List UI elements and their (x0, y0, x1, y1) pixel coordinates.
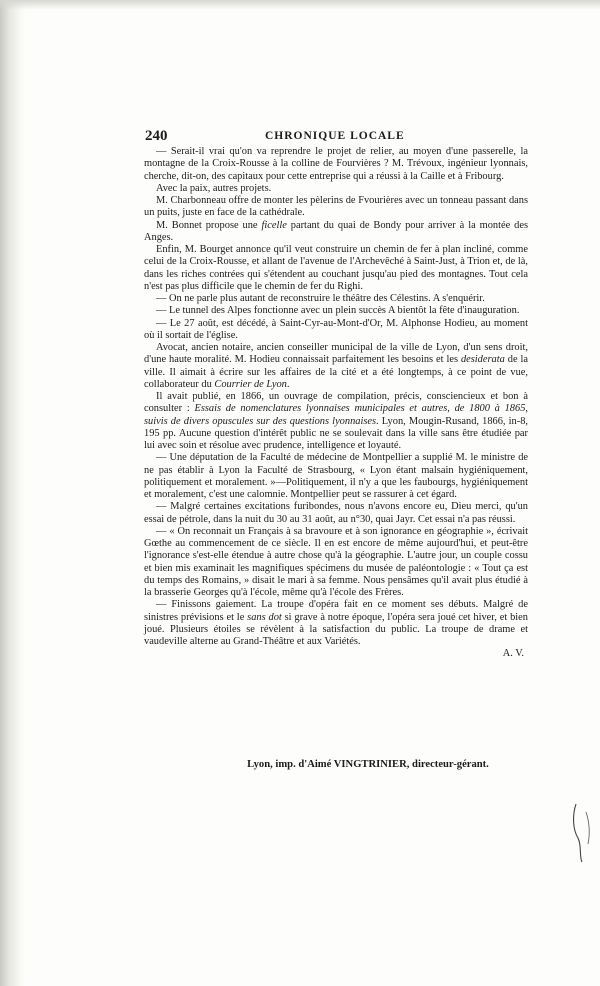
page-header (145, 128, 520, 146)
text-run: M. Bonnet propose une (156, 219, 262, 231)
text-run: si grave à notre époque, l'opéra sera joué cet hiver, et bien joué. Plusieurs étoiles se révèlent à la satisfaction du public. La troupe de drame et vaudeville alterne au Grand-Théâtre et aux Variétés. (144, 611, 528, 647)
paragraph-geographie: — « On reconnait un Français à sa bravoure et à son ignorance en géographie », écrivait Gœthe au commencement de ce siècle. Il en est encore de même aujourd'hui, et peut-être l'ignorance s'est-elle étendue à autre chose qu'à la géographie. L'autre jour, un couple cossu et bien mis examinait les magnifiques spécimens du musée de paléontologie : « Tout ça est du temps des Romains, » disait le mari à sa femme. Nous pensâmes qu'il avait plus étudié à la brasserie Georges qu'à l'école, même qu'à l'école des Frères. (144, 525, 528, 598)
paragraph-bourget: Enfin, M. Bourget annonce qu'il veut construire un chemin de fer à plan incliné, comme celui de la Croix-Rousse, et allant de l'avenue de l'Archevêché à Saint-Just, à Trion et, de là, dans les riches contrées qui s'étendent au couchant jusqu'au pied des montagnes. Tout cela n'est pas plus difficile que le chemin de fer du Righi. (144, 244, 528, 292)
italic-term: desiderata (460, 354, 505, 366)
running-title: CHRONIQUE LOCALE (265, 130, 405, 142)
paragraph-hodieu-ouvrage (144, 391, 528, 452)
paragraph-tunnel: — Le tunnel des Alpes fonctionne avec un plein succès A bientôt la fête d'inauguration. (156, 305, 520, 317)
text-run: . Lyon, Mougin-Rusand, 1866, in-8, 195 pp. Aucune question d'intérêt public ne se soulevait dans la ville sans être étudiée par lui avec soin et résolue avec prudence, intelligence et loyauté. (144, 415, 528, 451)
italic-title: Courrier de Lyon (214, 378, 287, 390)
paragraph-deces-hodieu: — Le 27 août, est décédé, à Saint-Cyr-au-Mont-d'Or, M. Alphonse Hodieu, au moment où il sortait de l'église. (144, 317, 528, 341)
text-run: — Finissons gaiement. La troupe d'opéra fait en ce moment ses débuts. Malgré de sinistres prévisions et le (144, 599, 528, 623)
paragraph-charbonneau: M. Charbonneau offre de monter les pèlerins de Fvourières avec un tonneau passant dans un puits, juste en face de la cathédrale. (144, 195, 528, 219)
scan-shadow-edge (0, 0, 26, 986)
text-column (144, 146, 528, 661)
text-run: . (286, 378, 290, 390)
text-run: partant du quai de Bondy pour arriver à la montée des Anges. (144, 219, 528, 243)
paragraph-passerelle: — Serait-il vrai qu'on va reprendre le projet de relier, au moyen d'une passerelle, la montagne de la Croix-Rousse à la colline de Fourvières ? M. Trévoux, ingénieur lyonnais, cherche, dit-on, des capitaux pour cette entreprise qui a réussi à la Caille et à Fribourg. (144, 146, 528, 182)
italic-title: Essais de nomenclatures lyonnaises municipales et autres, de 1800 à 1865, suivis de divers opuscules sur des questions lyonnaises (144, 403, 528, 427)
margin-bracket-mark (570, 800, 596, 864)
paragraph-celestins: — On ne parle plus autant de reconstruire le théâtre des Célestins. A s'enquérir. (156, 293, 485, 304)
paragraph-hodieu-bio (144, 342, 528, 391)
paragraph-petrole: — Malgré certaines excitations furibondes, nous n'avons encore eu, Dieu merci, qu'un essai de pétrole, dans la nuit du 30 au 31 août, au n°30, quai Jayr. Cet essai n'a pas réussi. (144, 501, 528, 525)
printer-imprint: Lyon, imp. d'Aimé VINGTRINIER, directeur-gérant. (247, 759, 489, 770)
paragraph-autres-projets: Avec la paix, autres projets. (156, 182, 272, 194)
italic-term: sans dot (247, 611, 282, 623)
author-signature: A. V. (502, 648, 524, 660)
italic-term: ficelle (261, 219, 287, 231)
page-number: 240 (145, 128, 168, 144)
text-run: de la ville. Il aimait à écrire sur les affaires de la cité et a été longtemps, à ce point de vue, collaborateur du (144, 354, 528, 390)
text-run: Avocat, ancien notaire, ancien conseiller municipal de la ville de Lyon, d'un sens droit, d'une haute moralité. M. Hodieu connaissait parfaitement les besoins et les (144, 342, 528, 366)
text-run: Il avait publié, en 1866, un ouvrage de compilation, précis, consciencieux et bon à consulter : (144, 391, 528, 415)
paragraph-bonnet (144, 220, 528, 245)
scan-top-edge (0, 0, 600, 10)
paragraph-faculte-medecine: — Une députation de la Faculté de médecine de Montpellier a supplié M. le ministre de ne pas établir à Lyon la Faculté de Strasbourg, « Lyon étant malsain hygiéniquement, politiquement et moralement. »—Politiquement, il n'y a que les faubourgs, hygiéniquement et moralement, c'est une calomnie. Montpellier peut se rassurer à cet égard. (144, 452, 528, 500)
paragraph-opera (144, 599, 528, 648)
